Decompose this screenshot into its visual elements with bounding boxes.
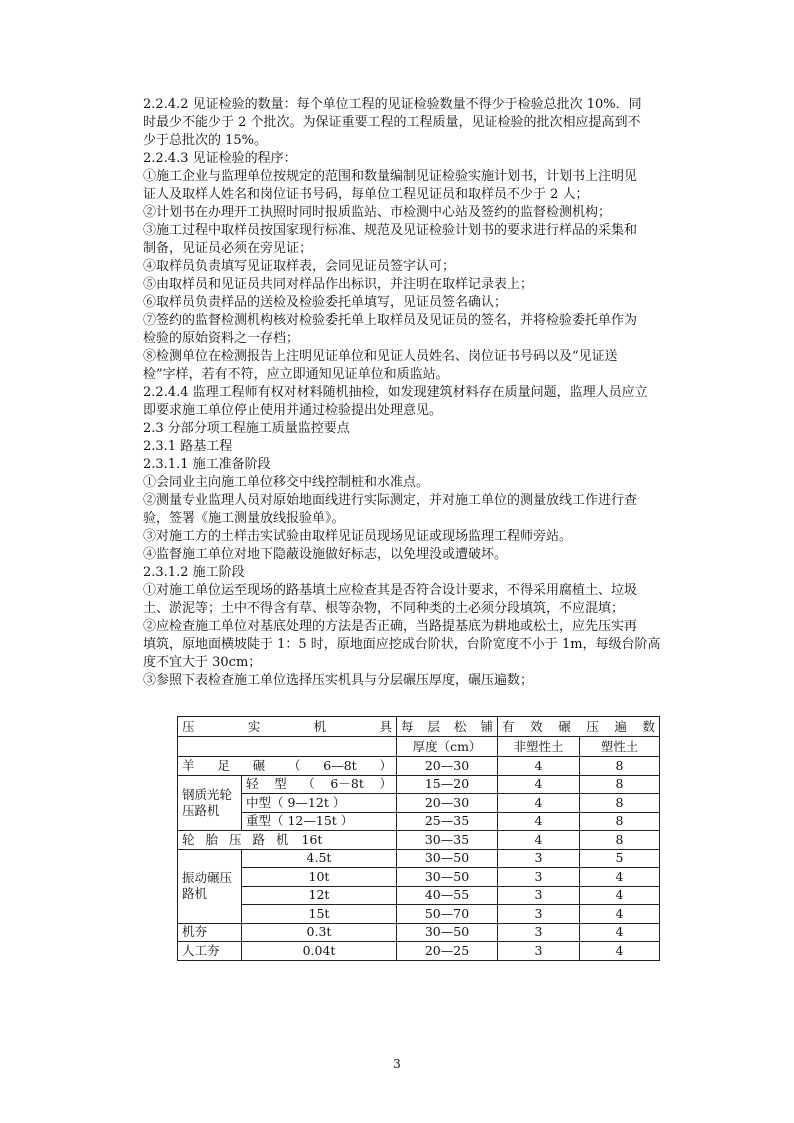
table-row bbox=[178, 923, 660, 942]
body-text bbox=[143, 96, 663, 690]
text-line: 2.3 分部分项工程施工质量监控要点 bbox=[143, 421, 350, 436]
text-line: 即要求施工单位停止使用并通过检验提出处理意见。 bbox=[143, 403, 443, 418]
machine-name: 轮胎压路机 bbox=[182, 831, 300, 847]
non-plastic-cell: 3 bbox=[498, 868, 580, 887]
non-plastic-cell: 3 bbox=[498, 849, 580, 868]
table-header-subrow bbox=[178, 737, 660, 757]
plastic-cell: 4 bbox=[580, 942, 660, 961]
thickness-cell: 50—70 bbox=[397, 905, 498, 924]
thickness-cell: 30—35 bbox=[397, 831, 498, 850]
compaction-table bbox=[177, 716, 660, 961]
thickness-cell: 40—55 bbox=[397, 886, 498, 905]
text-line: ③施工过程中取样员按国家现行标准、规范及见证检验计划书的要求进行样品的采集和 bbox=[143, 223, 638, 238]
header-thickness-line2: 厚度（cm） bbox=[397, 737, 498, 757]
page-number: 3 bbox=[393, 1057, 401, 1071]
machine-weight: 15t bbox=[242, 905, 397, 924]
text-line: ③参照下表检查施工单位选择压实机具与分层碾压厚度，碾压遍数； bbox=[143, 673, 534, 688]
non-plastic-cell: 3 bbox=[498, 923, 580, 942]
text-line: ④取样员负责填写见证取样表，会同见证员签字认可； bbox=[143, 259, 456, 274]
table-row bbox=[178, 757, 660, 776]
table-header-row bbox=[178, 717, 660, 737]
table-row bbox=[178, 868, 660, 887]
machine-weight: 4.5t bbox=[242, 849, 397, 868]
table-row bbox=[178, 886, 660, 905]
machine-weight: 0.04t bbox=[242, 942, 397, 961]
text-line: ⑤由取样员和见证员共同对样品作出标识，并注明在取样记录表上； bbox=[143, 277, 534, 292]
text-line: 填筑，原地面横坡陡于 1：5 时，原地面应挖成台阶状，台阶宽度不小于 1m，每级台阶高 bbox=[143, 637, 661, 652]
compaction-table-container bbox=[177, 716, 659, 961]
header-machine: 压实机具 bbox=[178, 717, 397, 737]
text-line: 2.3.1.2 施工阶段 bbox=[143, 565, 245, 580]
text-line: 2.3.1 路基工程 bbox=[143, 439, 233, 454]
machine-name: 人工夯 bbox=[178, 942, 242, 961]
machine-name: 机夯 bbox=[178, 923, 242, 942]
text-line: ⑧检测单位在检测报告上注明见证单位和见证人员姓名、岗位证书号码以及“见证送 bbox=[143, 349, 618, 364]
non-plastic-cell: 3 bbox=[498, 942, 580, 961]
text-line: 2.2.4.2 见证检验的数量：每个单位工程的见证检验数量不得少于检验总批次 10%．同 bbox=[143, 97, 642, 112]
machine-weight: 16t bbox=[301, 831, 323, 847]
plastic-cell: 8 bbox=[580, 794, 660, 813]
non-plastic-cell: 4 bbox=[498, 794, 580, 813]
machine-type: 重型（ 12—15t ） bbox=[242, 812, 397, 831]
non-plastic-cell: 4 bbox=[498, 831, 580, 850]
plastic-cell: 8 bbox=[580, 831, 660, 850]
plastic-cell: 4 bbox=[580, 923, 660, 942]
text-line: 验，签署《施工测量放线报验单》。 bbox=[143, 511, 345, 526]
text-line: 制备，见证员必须在旁见证； bbox=[143, 241, 313, 256]
machine-name-tire bbox=[178, 831, 397, 850]
text-line: 时最少不能少于 2 个批次。为保证重要工程的工程质量，见证检验的批次相应提高到不 bbox=[143, 115, 641, 130]
text-line: ①会同业主向施工单位移交中线控制桩和水准点。 bbox=[143, 475, 430, 490]
non-plastic-cell: 4 bbox=[498, 775, 580, 794]
text-line: 2.2.4.4 监理工程师有权对材料随机抽检，如发现建筑材料存在质量问题，监理人员应立 bbox=[143, 385, 648, 400]
machine-type: 轻型（6－8t） bbox=[242, 775, 397, 794]
non-plastic-cell: 3 bbox=[498, 905, 580, 924]
text-line: ①施工企业与监理单位按规定的范围和数量编制见证检验实施计划书，计划书上注明见 bbox=[143, 169, 638, 184]
table-row bbox=[178, 812, 660, 831]
text-line: ②应检查施工单位对基底处理的方法是否正确，当路提基底为耕地或松土，应先压实再 bbox=[143, 619, 638, 634]
text-line: 2.3.1.1 施工准备阶段 bbox=[143, 457, 271, 472]
thickness-cell: 30—50 bbox=[397, 923, 498, 942]
text-line: 2.2.4.3 见证检验的程序： bbox=[143, 151, 297, 166]
header-machine-cont bbox=[178, 737, 397, 757]
non-plastic-cell: 4 bbox=[498, 757, 580, 776]
text-line: ②测量专业监理人员对原始地面线进行实际测定，并对施工单位的测量放线工作进行查 bbox=[143, 493, 638, 508]
machine-weight: 10t bbox=[242, 868, 397, 887]
thickness-cell: 15—20 bbox=[397, 775, 498, 794]
text-line: 检”字样，若有不符，应立即通知见证单位和质监站。 bbox=[143, 367, 449, 382]
text-line: 土、淤泥等；土中不得含有草、根等杂物，不同种类的土必须分段填筑，不应混填； bbox=[143, 601, 625, 616]
plastic-cell: 4 bbox=[580, 868, 660, 887]
text-line: ①对施工单位运至现场的路基填土应检查其是否符合设计要求，不得采用腐植土、垃圾 bbox=[143, 583, 638, 598]
plastic-cell: 4 bbox=[580, 886, 660, 905]
table-row bbox=[178, 794, 660, 813]
thickness-cell: 30—50 bbox=[397, 849, 498, 868]
plastic-cell: 8 bbox=[580, 812, 660, 831]
table-row bbox=[178, 942, 660, 961]
thickness-cell: 20—30 bbox=[397, 794, 498, 813]
header-passes: 有效碾压遍数 bbox=[498, 717, 660, 737]
thickness-cell: 25—35 bbox=[397, 812, 498, 831]
text-line: ⑥取样员负责样品的送检及检验委托单填写，见证员签名确认； bbox=[143, 295, 508, 310]
non-plastic-cell: 3 bbox=[498, 886, 580, 905]
text-line: ②计划书在办理开工执照时同时报质监站、市检测中心站及签约的监督检测机构； bbox=[143, 205, 612, 220]
header-plastic: 塑性土 bbox=[580, 737, 660, 757]
machine-weight: 0.3t bbox=[242, 923, 397, 942]
plastic-cell: 8 bbox=[580, 757, 660, 776]
text-line: ③对施工方的土样击实试验由取样见证员现场见证或现场监理工程师旁站。 bbox=[143, 529, 573, 544]
text-line: 度不宜大于 30cm； bbox=[143, 655, 262, 670]
plastic-cell: 4 bbox=[580, 905, 660, 924]
machine-type: 中型（ 9—12t ） bbox=[242, 794, 397, 813]
machine-weight: 12t bbox=[242, 886, 397, 905]
header-non-plastic: 非塑性土 bbox=[498, 737, 580, 757]
text-line: 检验的原始资料之一存档； bbox=[143, 331, 300, 346]
text-line: ④监督施工单位对地下隐蔽设施做好标志，以免埋没或遭破坏。 bbox=[143, 547, 508, 562]
machine-group-vibratory: 振动碾压路机 bbox=[178, 849, 242, 923]
thickness-cell: 30—50 bbox=[397, 868, 498, 887]
thickness-cell: 20—30 bbox=[397, 757, 498, 776]
plastic-cell: 8 bbox=[580, 775, 660, 794]
table-row bbox=[178, 849, 660, 868]
table-row bbox=[178, 775, 660, 794]
machine-group-steel: 钢质光轮压路机 bbox=[178, 775, 242, 831]
table-row bbox=[178, 831, 660, 850]
text-line: 少于总批次的 15%。 bbox=[143, 133, 268, 148]
text-line: ⑦签约的监督检测机构核对检验委托单上取样员及见证员的签名，并将检验委托单作为 bbox=[143, 313, 638, 328]
non-plastic-cell: 4 bbox=[498, 812, 580, 831]
machine-name: 羊足碾（6—8t） bbox=[178, 757, 397, 776]
thickness-cell: 20—25 bbox=[397, 942, 498, 961]
table-row bbox=[178, 905, 660, 924]
text-line: 证人及取样人姓名和岗位证书号码，每单位工程见证员和取样员不少于 2 人； bbox=[143, 187, 589, 202]
header-thickness-line1: 每层松铺 bbox=[397, 717, 498, 737]
plastic-cell: 5 bbox=[580, 849, 660, 868]
